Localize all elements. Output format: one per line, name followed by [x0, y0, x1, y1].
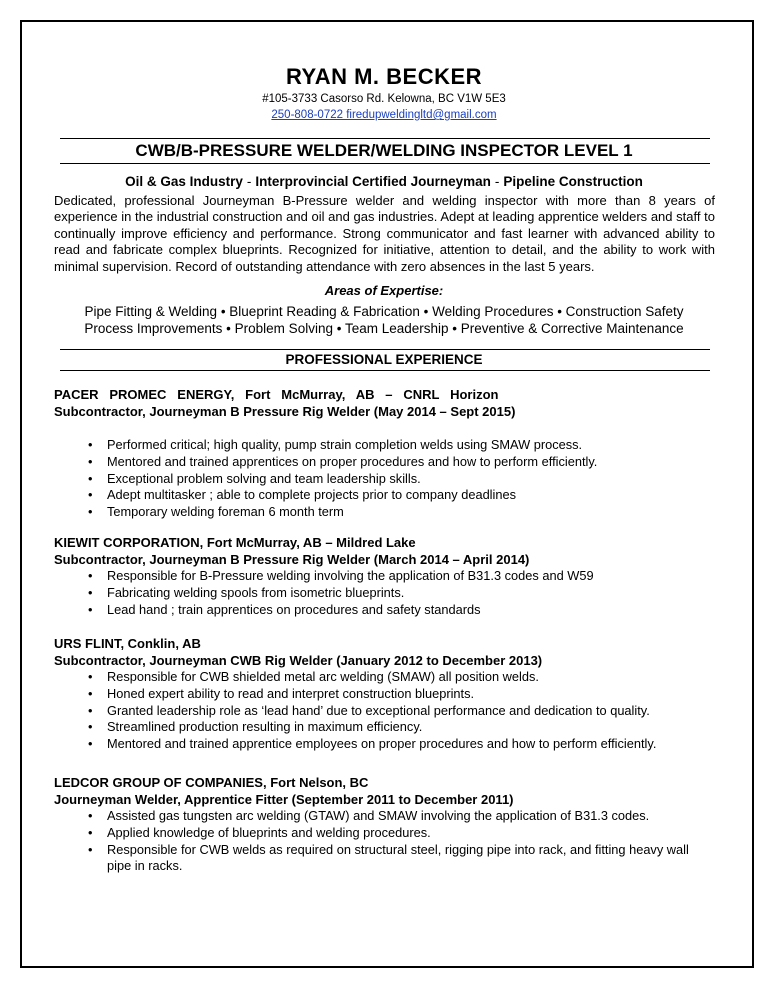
list-item: • Applied knowledge of blueprints and welding procedures. — [54, 825, 724, 842]
job-entry — [54, 535, 724, 618]
job-bullets — [54, 669, 724, 753]
list-item: • Responsible for CWB welds as required on structural steel, rigging pipe into rack, and fitting heavy wall pipe in racks. — [54, 842, 707, 876]
subheadline-item-1: Oil & Gas Industry — [125, 174, 243, 189]
job-entry — [54, 775, 724, 875]
job-company: KIEWIT CORPORATION, Fort McMurray, AB – Mildred Lake — [54, 535, 416, 550]
divider-top — [60, 138, 710, 139]
professional-summary: Dedicated, professional Journeyman B-Pressure welder and welding inspector with more than 8 years of experience in the industrial construction and oil and gas industries. Adept at leading apprentice welders and staff to continually improve efficiency and performance. Strong communicator and fast learner with advanced ability to read and fabricate complex blueprints. Recognized for initiative, attention to detail, and the ability to work with minimal supervision. Record of outstanding attendance with zero absences in the last 5 years. — [54, 193, 715, 274]
job-role: Journeyman Welder, Apprentice Fitter (September 2011 to December 2011) — [54, 791, 514, 807]
divider-headline — [60, 163, 710, 164]
divider-experience — [60, 349, 710, 350]
job-bullets — [54, 808, 724, 875]
list-item: • Temporary welding foreman 6 month term — [54, 504, 724, 521]
subheadline-item-2: Interprovincial Certified Journeyman — [255, 174, 491, 189]
job-bullets — [54, 568, 724, 618]
list-item: • Performed critical; high quality, pump strain completion welds using SMAW process. — [54, 437, 724, 454]
job-role: Subcontractor, Journeyman CWB Rig Welder (January 2012 to December 2013) — [54, 652, 543, 668]
list-item: • Assisted gas tungsten arc welding (GTAW) and SMAW involving the application of B31.3 codes. — [54, 808, 724, 825]
section-title-experience: PROFESSIONAL EXPERIENCE — [285, 352, 483, 367]
list-item: • Adept multitasker ; able to complete projects prior to company deadlines — [54, 487, 724, 504]
headline: CWB/B-PRESSURE WELDER/WELDING INSPECTOR LEVEL 1 — [135, 141, 633, 160]
list-item: • Exceptional problem solving and team leadership skills. — [54, 471, 724, 488]
list-item: • Granted leadership role as ‘lead hand’ due to exceptional performance and dedication to quality. — [54, 703, 724, 720]
job-company: URS FLINT, Conklin, AB — [54, 636, 201, 651]
list-item: • Honed expert ability to read and interpret construction blueprints. — [54, 686, 724, 703]
expertise-line-1: Pipe Fitting & Welding • Blueprint Reading & Fabrication • Welding Procedures • Construction Safety — [84, 304, 684, 319]
list-item: • Lead hand ; train apprentices on procedures and safety standards — [54, 602, 724, 619]
expertise-title: Areas of Expertise: — [324, 283, 444, 298]
list-item: • Streamlined production resulting in maximum efficiency. — [54, 719, 724, 736]
job-role: Subcontractor, Journeyman B Pressure Rig Welder (May 2014 – Sept 2015) — [54, 403, 516, 419]
job-entry — [54, 636, 724, 753]
list-item: • Responsible for CWB shielded metal arc welding (SMAW) all position welds. — [54, 669, 724, 686]
contact-link[interactable]: 250-808-0722 firedupweldingltd@gmail.com — [271, 109, 497, 121]
list-item: • Mentored and trained apprentices on proper procedures and how to perform efficiently. — [54, 454, 724, 471]
job-bullets — [54, 437, 724, 521]
list-item: • Responsible for B-Pressure welding involving the application of B31.3 codes and W59 — [54, 568, 724, 585]
job-company: PACER PROMEC ENERGY, Fort McMurray, AB – CNRL Horizon — [54, 387, 499, 402]
job-company: LEDCOR GROUP OF COMPANIES, Fort Nelson, BC — [54, 775, 369, 790]
divider-experience-bottom — [60, 370, 710, 371]
list-item: • Mentored and trained apprentice employees on proper procedures and how to perform efficiently. — [54, 736, 724, 753]
subheadline-item-3: Pipeline Construction — [503, 174, 643, 189]
list-item: • Fabricating welding spools from isometric blueprints. — [54, 585, 724, 602]
candidate-name: RYAN M. BECKER — [285, 64, 483, 89]
separator: - — [246, 174, 252, 189]
separator: - — [494, 174, 500, 189]
job-entry — [54, 387, 724, 521]
job-role: Subcontractor, Journeyman B Pressure Rig Welder (March 2014 – April 2014) — [54, 551, 530, 567]
expertise-line-2: Process Improvements • Problem Solving • Team Leadership • Preventive & Corrective Maintenance — [84, 321, 684, 336]
subheadline — [0, 174, 768, 189]
address: #105-3733 Casorso Rd. Kelowna, BC V1W 5E3 — [262, 93, 506, 105]
